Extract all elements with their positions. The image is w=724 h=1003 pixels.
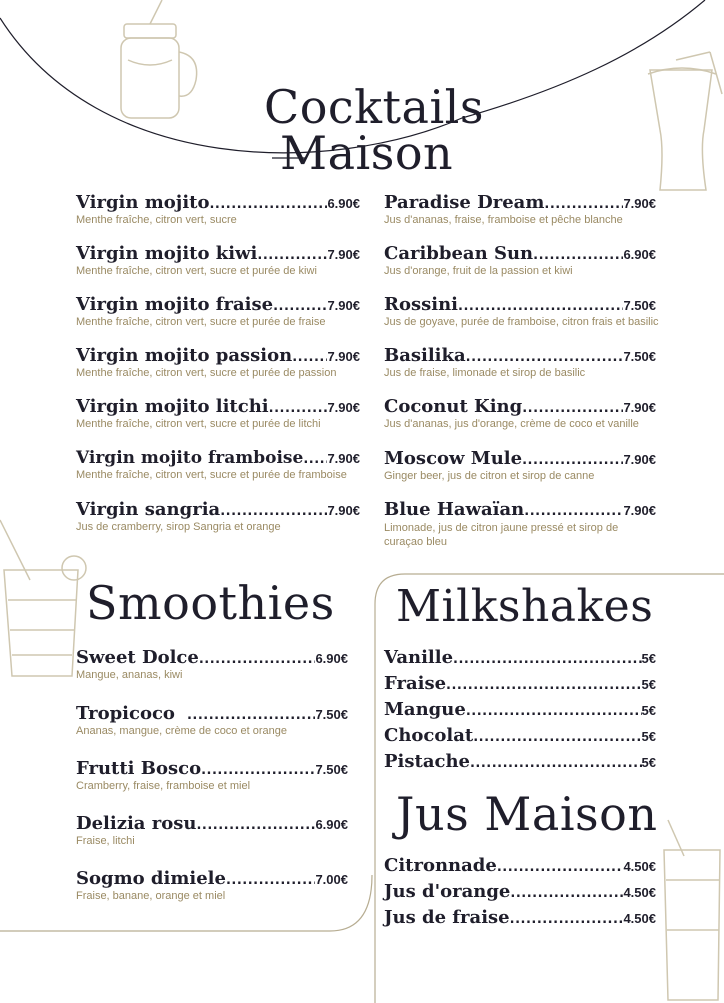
item-description: Jus de cramberry, sirop Sangria et orange: [76, 521, 281, 533]
item-description: Limonade, jus de citron jaune pressé et sirop de curaçao bleu: [384, 522, 619, 548]
item-name: Virgin mojito passion: [76, 345, 293, 366]
list-item: [384, 499, 656, 549]
list-item: [384, 855, 656, 876]
item-name: Delizia rosu: [76, 813, 197, 834]
item-description: Ginger beer, jus de citron et sirop de canne: [384, 470, 595, 482]
item-price: 6.90€: [623, 247, 656, 262]
item-name: Virgin mojito litchi: [76, 396, 269, 417]
item-name: Basilika: [384, 345, 466, 366]
jus-maison-title: Jus Maison: [396, 787, 658, 841]
item-description: Fraise, litchi: [76, 835, 135, 847]
item-description: Menthe fraîche, citron vert, sucre et purée de fraise: [76, 316, 326, 328]
item-price: 5€: [641, 755, 656, 770]
list-item: [384, 345, 656, 379]
list-item: [76, 813, 348, 847]
list-item: [76, 243, 360, 277]
item-price: 6.90€: [315, 651, 348, 666]
list-item: [384, 751, 656, 772]
cocktails-title-line1: Cocktails: [264, 80, 484, 134]
item-description: Menthe fraîche, citron vert, sucre et purée de kiwi: [76, 265, 317, 277]
list-item: [76, 499, 360, 533]
item-name: Fraise: [384, 673, 447, 694]
item-price: 7.50€: [315, 762, 348, 777]
list-item: [384, 647, 656, 668]
item-name: Sogmo dimiele: [76, 868, 226, 889]
item-price: 7.90€: [327, 451, 360, 466]
cocktails-title-line2: Maison: [280, 126, 454, 180]
item-description: Mangue, ananas, kiwi: [76, 669, 183, 681]
list-item: [76, 396, 360, 430]
item-name: Blue Hawaïan: [384, 499, 525, 520]
list-item: [76, 345, 360, 379]
smoothie-glass-icon: [0, 520, 86, 676]
item-description: Jus d'ananas, fraise, framboise et pêche blanche: [384, 214, 623, 226]
item-price: 4.50€: [623, 885, 656, 900]
item-price: 6.90€: [315, 817, 348, 832]
item-price: 5€: [641, 677, 656, 692]
item-description: Menthe fraîche, citron vert, sucre et purée de litchi: [76, 418, 321, 430]
list-item: [384, 907, 656, 928]
list-item: [76, 868, 348, 902]
item-name: Frutti Bosco: [76, 758, 202, 779]
item-name: Coconut King: [384, 396, 523, 417]
item-price: 7.90€: [327, 503, 360, 518]
item-name: Paradise Dream: [384, 192, 545, 213]
item-description: Ananas, mangue, crème de coco et orange: [76, 725, 287, 737]
list-item: [384, 881, 656, 902]
item-price: 7.90€: [623, 196, 656, 211]
list-item: [384, 396, 656, 430]
item-name: Virgin mojito fraise: [76, 294, 274, 315]
item-name: Virgin sangria: [76, 499, 221, 520]
item-price: 4.50€: [623, 911, 656, 926]
item-name: Jus d'orange: [384, 881, 511, 902]
item-description: Jus d'orange, fruit de la passion et kiwi: [384, 265, 573, 277]
list-item: [76, 448, 360, 481]
item-description: Cramberry, fraise, framboise et miel: [76, 780, 251, 792]
tall-glass-icon: [664, 820, 720, 1000]
list-item: [76, 703, 348, 737]
item-name: Pistache: [384, 751, 470, 772]
list-item: [384, 673, 656, 694]
item-name: Citronnade: [384, 855, 497, 876]
item-description: Menthe fraîche, citron vert, sucre et purée de passion: [76, 367, 337, 379]
item-name: Rossini: [384, 294, 458, 315]
item-price: 7.50€: [623, 298, 656, 313]
beer-glass-icon: [648, 52, 722, 190]
item-name: Virgin mojito framboise: [76, 448, 304, 468]
item-price: 7.90€: [623, 452, 656, 467]
list-item: [384, 725, 656, 746]
item-price: 7.50€: [315, 707, 348, 722]
list-item: [76, 758, 348, 792]
item-price: 7.90€: [327, 400, 360, 415]
item-name: Mangue: [384, 699, 466, 720]
item-name: Virgin mojito: [76, 192, 210, 213]
list-item: [384, 192, 656, 226]
item-name: Moscow Mule: [384, 448, 523, 469]
item-price: 7.90€: [327, 349, 360, 364]
item-price: 6.90€: [327, 196, 360, 211]
smoothies-title: Smoothies: [86, 576, 335, 630]
item-price: 7.00€: [315, 872, 348, 887]
list-item: [76, 647, 348, 681]
item-price: 7.90€: [327, 298, 360, 313]
item-price: 7.90€: [623, 503, 656, 518]
list-item: [384, 294, 659, 328]
item-price: 5€: [641, 729, 656, 744]
item-name: Jus de fraise: [384, 907, 510, 928]
item-name: Vanille: [384, 647, 454, 668]
list-item: [76, 294, 360, 328]
list-item: [384, 448, 656, 482]
list-item: [384, 243, 656, 277]
item-name: Tropicoco: [76, 703, 175, 724]
item-price: 7.90€: [623, 400, 656, 415]
item-description: Fraise, banane, orange et miel: [76, 890, 226, 902]
item-name: Sweet Dolce: [76, 647, 199, 668]
item-price: 4.50€: [623, 859, 656, 874]
item-description: Menthe fraîche, citron vert, sucre et purée de framboise: [76, 469, 347, 481]
list-item: [76, 192, 360, 226]
item-name: Caribbean Sun: [384, 243, 534, 264]
item-price: 5€: [641, 703, 656, 718]
item-price: 5€: [641, 651, 656, 666]
list-item: [384, 699, 656, 720]
item-description: Menthe fraîche, citron vert, sucre: [76, 214, 237, 226]
item-description: Jus d'ananas, jus d'orange, crème de coco et vanille: [384, 418, 639, 430]
item-name: Chocolat: [384, 725, 474, 746]
item-price: 7.50€: [623, 349, 656, 364]
item-description: Jus de fraise, limonade et sirop de basilic: [384, 367, 586, 379]
item-name: Virgin mojito kiwi: [76, 243, 258, 264]
mason-jar-icon: [121, 0, 197, 118]
item-price: 7.90€: [327, 247, 360, 262]
milkshakes-title: Milkshakes: [396, 581, 654, 632]
item-description: Jus de goyave, purée de framboise, citron frais et basilic: [384, 316, 659, 328]
